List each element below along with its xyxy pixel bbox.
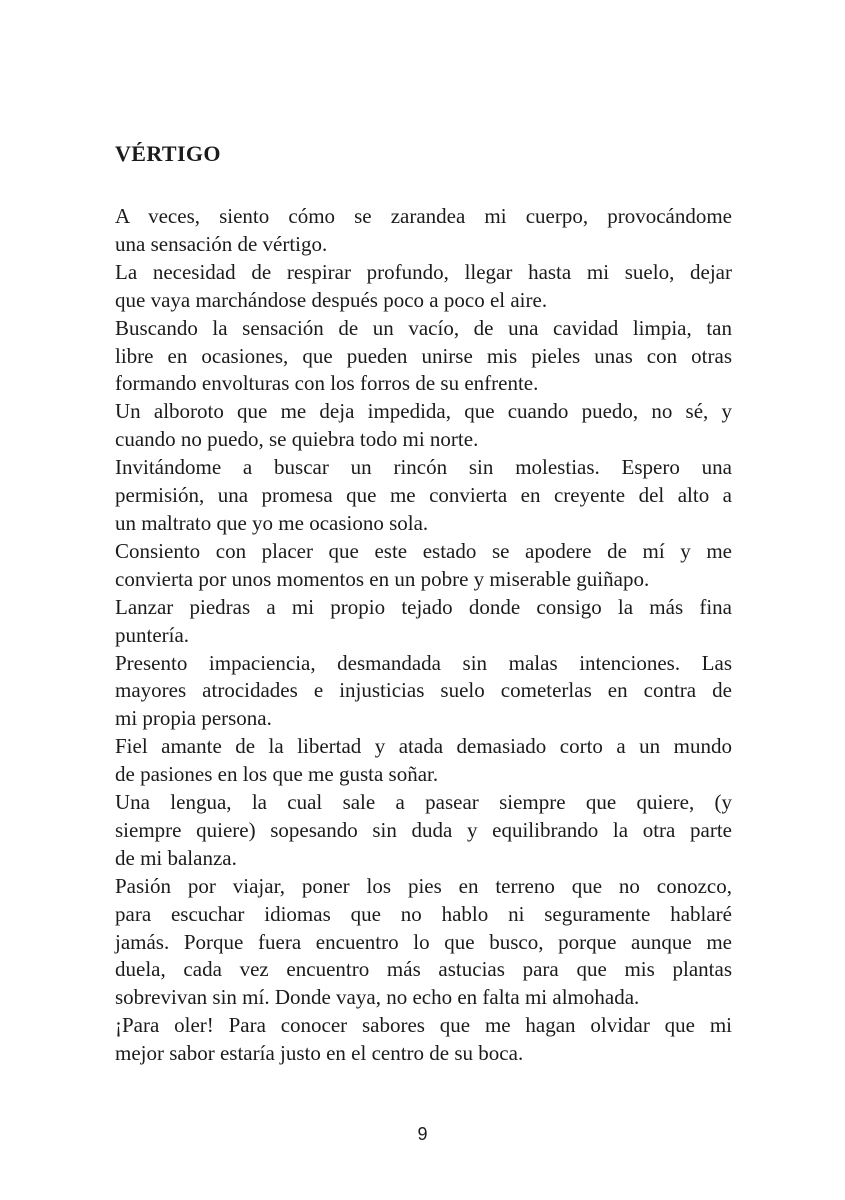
text-line: Un alboroto que me deja impedida, que cuando puedo, no sé, y (115, 399, 732, 424)
text-line: formando envolturas con los forros de su enfrente. (115, 371, 539, 396)
text-line: duela, cada vez encuentro más astucias para que mis plantas (115, 957, 732, 982)
body-text (115, 203, 732, 1068)
text-line: A veces, siento cómo se zarandea mi cuerpo, provocándome (115, 204, 732, 228)
page-content (115, 141, 732, 1068)
text-line: sobrevivan sin mí. Donde vaya, no echo en falta mi almohada. (115, 985, 640, 1010)
text-line: ¡Para oler! Para conocer sabores que me hagan olvidar que mi (115, 1013, 732, 1038)
text-line: Consiento con placer que este estado se apodere de mí y me (115, 538, 732, 563)
text-line: La necesidad de respirar profundo, llegar hasta mi suelo, dejar (115, 259, 732, 284)
text-line: Una lengua, la cual sale a pasear siempre que quiere, (y (115, 790, 732, 815)
text-line: Buscando la sensación de un vacío, de una cavidad limpia, tan (115, 315, 732, 340)
text-line: cuando no puedo, se quiebra todo mi norte. (115, 427, 479, 452)
page-number: 9 (417, 1124, 428, 1144)
text-line: Pasión por viajar, poner los pies en terreno que no conozco, (115, 873, 732, 898)
text-line: para escuchar idiomas que no hablo ni seguramente hablaré (115, 901, 732, 926)
text-line: Invitándome a buscar un rincón sin molestias. Espero una (115, 455, 732, 480)
text-line: convierta por unos momentos en un pobre y miserable guiñapo. (115, 566, 650, 591)
text-line: de mi balanza. (115, 845, 237, 870)
text-line: Presento impaciencia, desmandada sin malas intenciones. Las (115, 650, 732, 675)
text-line: puntería. (115, 622, 190, 647)
text-line: permisión, una promesa que me convierta en creyente del alto a (115, 483, 732, 508)
text-line: Lanzar piedras a mi propio tejado donde consigo la más fina (115, 594, 732, 619)
text-line: un maltrato que yo me ocasiono sola. (115, 510, 429, 535)
text-line: siempre quiere) sopesando sin duda y equilibrando la otra parte (115, 817, 732, 842)
text-line: una sensación de vértigo. (115, 231, 328, 256)
text-line: jamás. Porque fuera encuentro lo que busco, porque aunque me (115, 929, 732, 954)
text-line: que vaya marchándose después poco a poco el aire. (115, 287, 548, 312)
text-line: libre en ocasiones, que pueden unirse mis pieles unas con otras (115, 343, 732, 368)
page-title: VÉRTIGO (115, 141, 221, 166)
text-line: de pasiones en los que me gusta soñar. (115, 762, 439, 787)
text-line: mejor sabor estaría justo en el centro de su boca. (115, 1041, 524, 1066)
text-line: Fiel amante de la libertad y atada demasiado corto a un mundo (115, 734, 732, 759)
text-line: mi propia persona. (115, 706, 272, 731)
text-line: mayores atrocidades e injusticias suelo cometerlas en contra de (115, 678, 732, 703)
